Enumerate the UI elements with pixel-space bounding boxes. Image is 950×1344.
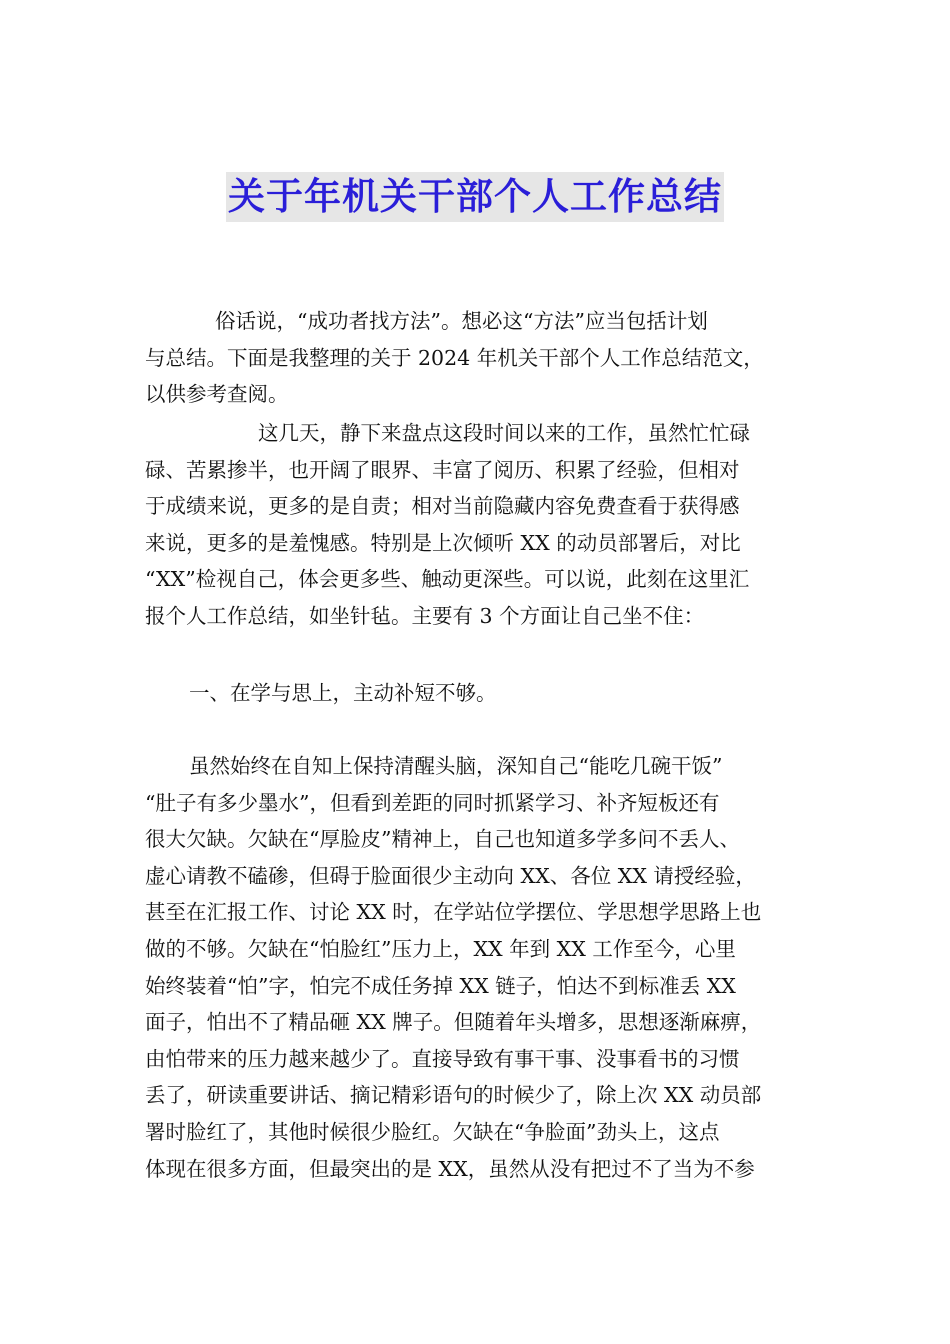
text-line: 丢了，研读重要讲话、摘记精彩语句的时候少了，除上次 XX 动员部	[145, 1083, 762, 1108]
intro-paragraph	[145, 303, 805, 413]
section-heading-1	[145, 675, 805, 712]
text-line: “XX”检视自己，体会更多些、触动更深些。可以说，此刻在这里汇	[145, 567, 750, 592]
text-line: “肚子有多少墨水”，但看到差距的同时抓紧学习、补齐短板还有	[145, 790, 720, 815]
text-line: 于成绩来说，更多的是自责；相对当前隐藏内容免费查看于获得感	[145, 494, 740, 519]
text-line: 面子，怕出不了精品砸 XX 牌子。但随着年头增多，思想逐渐麻痹，	[145, 1010, 762, 1035]
text-line: 俗话说，“成功者找方法”。想必这“方法”应当包括计划	[215, 309, 708, 333]
paragraph-2	[145, 748, 805, 1187]
text-line: 这几天，静下来盘点这段时间以来的工作，虽然忙忙碌	[258, 421, 750, 445]
text-line: 甚至在汇报工作、讨论 XX 时，在学站位学摆位、学思想学思路上也	[145, 900, 762, 925]
document-title: 关于年机关干部个人工作总结	[226, 172, 724, 222]
text-line: 报个人工作总结，如坐针毡。主要有 3 个方面让自己坐不住：	[145, 603, 705, 628]
text-line: 做的不够。欠缺在“怕脸红”压力上，XX 年到 XX 工作至今，心里	[145, 936, 736, 961]
text-line: 始终装着“怕”字，怕完不成任务掉 XX 链子，怕达不到标准丢 XX	[145, 973, 736, 998]
text-line: 虽然始终在自知上保持清醒头脑，深知自己“能吃几碗干饭”	[189, 754, 723, 778]
text-line: 与总结。下面是我整理的关于 2024 年机关干部个人工作总结范文，	[145, 345, 764, 370]
text-line: 虚心请教不磕碜，但碍于脸面很少主动向 XX、各位 XX 请授经验，	[145, 863, 756, 888]
text-line: 体现在很多方面，但最突出的是 XX，虽然从没有把过不了当为不参	[145, 1156, 755, 1181]
text-line: 很大欠缺。欠缺在“厚脸皮”精神上，自己也知道多学多问不丢人、	[145, 827, 740, 852]
text-line: 以供参考查阅。	[145, 382, 289, 407]
paragraph-1	[145, 415, 805, 635]
text-line: 来说，更多的是羞愧感。特别是上次倾听 XX 的动员部署后，对比	[145, 530, 741, 555]
text-line: 由怕带来的压力越来越少了。直接导致有事干事、没事看书的习惯	[145, 1046, 740, 1071]
text-line: 署时脸红了，其他时候很少脸红。欠缺在“争脸面”劲头上，这点	[145, 1119, 720, 1144]
text-line: 碌、苦累掺半，也开阔了眼界、丰富了阅历、积累了经验，但相对	[145, 457, 740, 482]
title-container	[0, 172, 950, 222]
section-heading: 一、在学与思上，主动补短不够。	[189, 681, 497, 705]
